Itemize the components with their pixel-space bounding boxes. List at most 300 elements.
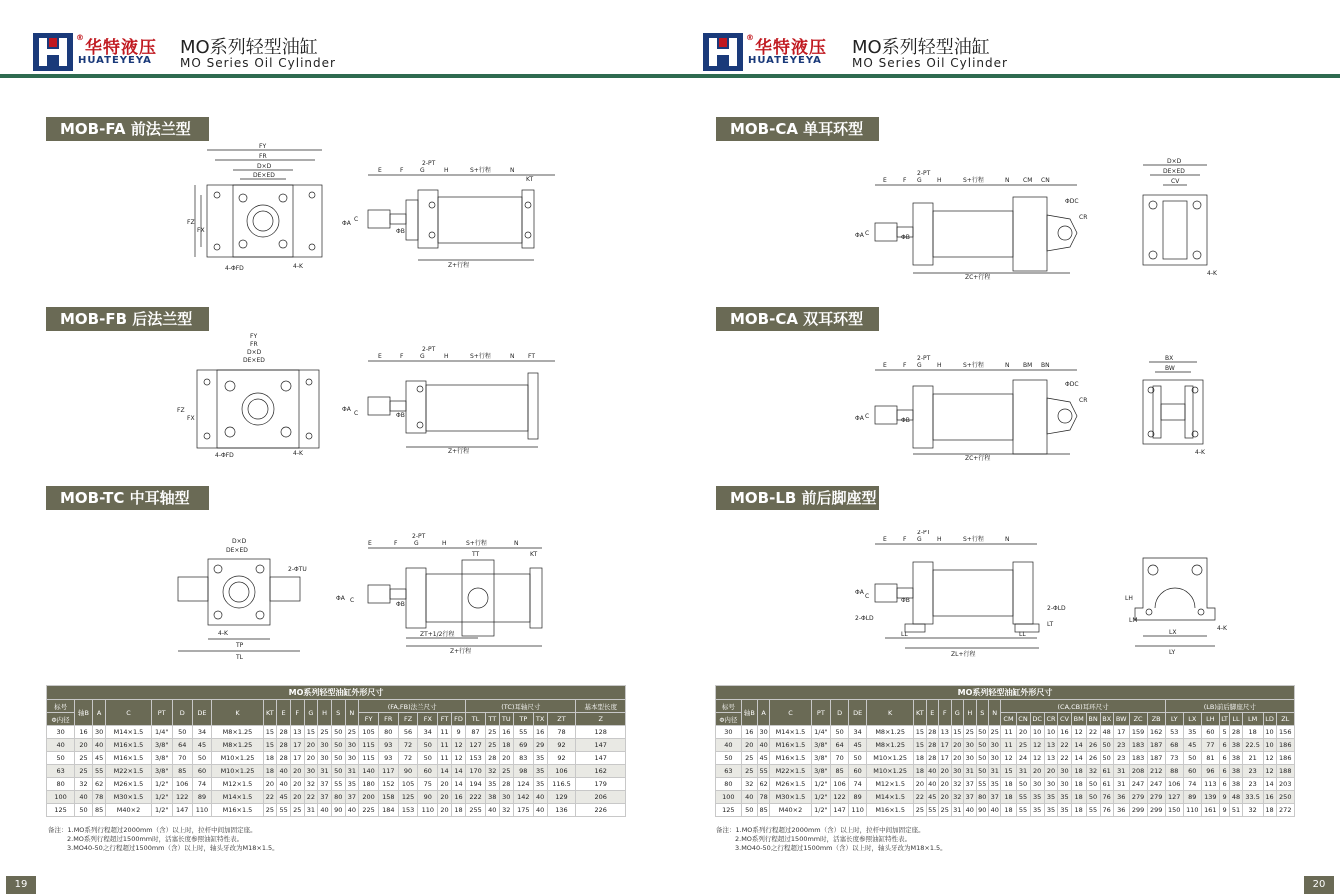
table-cell: 16 — [533, 726, 547, 739]
dim-lh: LH — [1125, 595, 1133, 602]
col-header: BW — [1113, 713, 1129, 726]
table-cell: 40 — [485, 804, 499, 817]
table-cell: 80 — [378, 726, 398, 739]
dim-fr: FR — [259, 153, 267, 160]
col-header: LX — [1183, 713, 1201, 726]
table-cell: 28 — [926, 752, 938, 765]
table-cell: 70 — [172, 752, 192, 765]
table-cell: 73 — [1165, 752, 1183, 765]
table-cell: 35 — [1030, 804, 1044, 817]
table-cell: 25 — [741, 752, 757, 765]
dim-bm: BM — [1023, 362, 1033, 369]
table-cell: M22×1.5 — [106, 765, 151, 778]
table-cell: 17 — [939, 739, 951, 752]
table-cell: 35 — [1058, 791, 1071, 804]
table-cell: 18 — [914, 752, 926, 765]
table-cell: 9 — [1219, 791, 1229, 804]
dim-phib: ΦB — [901, 417, 910, 424]
table-cell: 20 — [304, 752, 318, 765]
table-cell: 9 — [1219, 804, 1229, 817]
dim-k: 4-K — [218, 630, 228, 637]
table-cell: M40×2 — [770, 804, 811, 817]
huateyeya-logo-icon — [33, 33, 73, 71]
col-bore: Φ内径 — [47, 713, 75, 726]
table-cell: 40 — [926, 765, 938, 778]
dim-f: F — [400, 167, 404, 174]
table-cell: 76 — [1100, 804, 1113, 817]
table-cell: 16 — [741, 726, 757, 739]
table-cell: 20 — [290, 778, 304, 791]
table-cell: 23 — [1242, 778, 1263, 791]
table-cell: 50 — [331, 739, 345, 752]
table-cell: 25 — [499, 765, 513, 778]
table-cell: 20 — [951, 739, 963, 752]
table-cell: 122 — [172, 791, 192, 804]
table-cell: 110 — [418, 804, 438, 817]
col-header: FR — [378, 713, 398, 726]
dim-2pt: 2-PT — [917, 170, 931, 177]
dim-dc: ΦDC — [1065, 198, 1079, 205]
table-cell: M10×1.25 — [867, 752, 914, 765]
table-cell: 62 — [757, 778, 769, 791]
table-cell: 20 — [438, 778, 452, 791]
table-cell: 299 — [1129, 804, 1147, 817]
table-cell: 23 — [1113, 739, 1129, 752]
table-cell: 45 — [926, 791, 938, 804]
section-title-fb: MOB-FB 后法兰型 — [46, 307, 209, 331]
table-cell: 100 — [47, 791, 75, 804]
table-cell: 18 — [263, 752, 277, 765]
dim-zl: ZL+行程 — [951, 651, 976, 658]
dim-2pt: 2-PT — [422, 346, 436, 353]
dim-dxd: D×D — [247, 349, 262, 356]
ca-single-end-view-drawing — [1135, 155, 1230, 280]
dim-s: S+行程 — [470, 353, 491, 360]
dim-dc: ΦDC — [1065, 381, 1079, 388]
table-cell: 72 — [398, 739, 418, 752]
table-cell: 28 — [277, 752, 291, 765]
table-cell: 31 — [1016, 765, 1030, 778]
table-cell: 18 — [1071, 765, 1086, 778]
ca-double-end-view-drawing — [1135, 352, 1230, 462]
table-cell: 64 — [172, 739, 192, 752]
table-cell: 85 — [172, 765, 192, 778]
table-title-row — [47, 686, 626, 700]
table-cell: 100 — [716, 791, 742, 804]
dim-z: Z+行程 — [448, 262, 470, 269]
table-group-row — [47, 700, 626, 713]
table-cell: 30 — [345, 739, 359, 752]
table-cell: 90 — [331, 804, 345, 817]
col-header: ZL — [1276, 713, 1294, 726]
table-cell: M30×1.5 — [106, 791, 151, 804]
dim-2pt: 2-PT — [412, 533, 426, 540]
dim-k: 4-K — [293, 450, 303, 457]
table-cell: 14 — [451, 765, 465, 778]
table-row — [716, 778, 1295, 791]
table-cell: 30 — [964, 752, 976, 765]
dim-c: C — [865, 230, 870, 237]
table-row — [47, 778, 626, 791]
dim-e: E — [883, 536, 887, 543]
table-cell: M26×1.5 — [770, 778, 811, 791]
dim-h: H — [937, 536, 942, 543]
table-cell: M12×1.5 — [212, 778, 263, 791]
table-cell: 18 — [1263, 804, 1276, 817]
table-cell: 40 — [277, 778, 291, 791]
table-cell: 18 — [1071, 791, 1086, 804]
table-cell: M8×1.25 — [867, 739, 914, 752]
table-cell: 12 — [1030, 752, 1044, 765]
table-cell: 50 — [418, 752, 438, 765]
table-cell: 1/4" — [811, 726, 830, 739]
table-cell: 37 — [318, 778, 332, 791]
dim-dexed: DE×ED — [243, 357, 265, 364]
table-cell: 153 — [398, 804, 418, 817]
table-cell: 38 — [485, 791, 499, 804]
table-cell: 15 — [304, 726, 318, 739]
table-cell: 25 — [1016, 739, 1030, 752]
section-title-ca-double: MOB-CA 双耳环型 — [716, 307, 879, 331]
table-cell: 247 — [1129, 778, 1147, 791]
table-cell: 28 — [499, 778, 513, 791]
table-cell: M16×1.5 — [106, 739, 151, 752]
table-cell: 32 — [1242, 804, 1263, 817]
col-rod: 轴B — [75, 700, 93, 726]
page-title-en: MO Series Oil Cylinder — [852, 56, 1008, 70]
dim-tu: 2-ΦTU — [288, 566, 307, 573]
table-cell: 32 — [499, 804, 513, 817]
table-cell: 38 — [1230, 739, 1242, 752]
table-cell: 37 — [318, 791, 332, 804]
table-cell: 50 — [976, 726, 988, 739]
section-title-lb: MOB-LB 前后脚座型 — [716, 486, 879, 510]
table-cell: 212 — [1147, 765, 1165, 778]
table-cell: 93 — [378, 752, 398, 765]
dim-fy: FY — [250, 333, 258, 340]
table-cell: 29 — [533, 739, 547, 752]
table-cell: 63 — [716, 765, 742, 778]
table-cell: 50 — [976, 765, 988, 778]
table-cell: M14×1.5 — [867, 791, 914, 804]
table-cell: 12 — [451, 752, 465, 765]
dim-dexed: DE×ED — [1163, 168, 1185, 175]
note-line: 3.MO40-50之行程超过1500mm（含）以上时，轴头牙改为M18×1.5。 — [735, 844, 947, 852]
col-header: D — [172, 700, 192, 726]
dim-z: Z+行程 — [450, 648, 472, 655]
dim-dexed: DE×ED — [226, 547, 248, 554]
table-cell: 20 — [951, 752, 963, 765]
table-cell: 38 — [1230, 778, 1242, 791]
table-cell: 105 — [359, 726, 379, 739]
table-cell: 22.5 — [1242, 739, 1263, 752]
table-cell: 50 — [418, 739, 438, 752]
col-header: LM — [1242, 713, 1263, 726]
table-cell: M26×1.5 — [106, 778, 151, 791]
dim-s: S+行程 — [963, 362, 984, 369]
dim-f: F — [400, 353, 404, 360]
dim-cr: CR — [1079, 214, 1088, 221]
table-cell: 23 — [1113, 752, 1129, 765]
col-header: FY — [359, 713, 379, 726]
col-rod: 轴B — [741, 700, 757, 726]
table-cell: 50 — [1016, 778, 1030, 791]
table-cell: 14 — [1071, 739, 1086, 752]
table-cell: 37 — [989, 791, 1001, 804]
brand-name-en: HUATEYEYA — [748, 55, 822, 66]
table-cell: 96 — [1201, 765, 1219, 778]
col-header: LT — [1219, 713, 1229, 726]
dim-e: E — [378, 353, 382, 360]
table-cell: M16×1.5 — [770, 752, 811, 765]
table-cell: 20 — [939, 791, 951, 804]
table-cell: M12×1.5 — [867, 778, 914, 791]
table-cell: 1/2" — [811, 791, 830, 804]
table-cell: 13 — [1044, 752, 1058, 765]
col-header: H — [318, 700, 332, 726]
table-cell: 3/8" — [811, 752, 830, 765]
table-cell: 30 — [499, 791, 513, 804]
table-cell: 38 — [1230, 752, 1242, 765]
table-cell: 10 — [1263, 726, 1276, 739]
col-header: TL — [466, 713, 486, 726]
dim-cr: CR — [1079, 397, 1088, 404]
table-cell: 184 — [378, 804, 398, 817]
table-cell: 70 — [831, 752, 849, 765]
table-cell: 11 — [438, 739, 452, 752]
col-header: C — [106, 700, 151, 726]
table-cell: 1/4" — [151, 726, 172, 739]
table-cell: 22 — [304, 791, 318, 804]
table-cell: 85 — [757, 804, 769, 817]
table-cell: 40 — [533, 791, 547, 804]
table-cell: 200 — [359, 791, 379, 804]
col-header: ZT — [547, 713, 576, 726]
table-cell: 14 — [451, 778, 465, 791]
table-cell: 26 — [1086, 739, 1100, 752]
table-cell: 30 — [989, 752, 1001, 765]
dim-n: N — [510, 353, 515, 360]
table-cell: 25 — [485, 739, 499, 752]
table-cell: 11 — [1001, 739, 1016, 752]
table-cell: M22×1.5 — [770, 765, 811, 778]
table-title: MO系列轻型油缸外形尺寸 — [47, 686, 626, 700]
dim-n: N — [514, 540, 519, 547]
table-cell: 24 — [1016, 752, 1030, 765]
dim-dxd: D×D — [1167, 158, 1182, 165]
table-cell: 18 — [1242, 726, 1263, 739]
table-cell: 110 — [192, 804, 212, 817]
table-cell: 34 — [418, 726, 438, 739]
table-cell: 92 — [547, 752, 576, 765]
table-cell: 124 — [513, 778, 533, 791]
dim-2pt: 2-PT — [917, 530, 931, 536]
table-cell: 6 — [1219, 752, 1229, 765]
table-cell: 22 — [1058, 752, 1071, 765]
table-cell: 50 — [331, 765, 345, 778]
table-cell: 18 — [499, 739, 513, 752]
table-cell: 25 — [345, 726, 359, 739]
table-cell: 30 — [951, 765, 963, 778]
col-header: TT — [485, 713, 499, 726]
table-cell: 106 — [547, 765, 576, 778]
table-cell: 45 — [757, 752, 769, 765]
huateyeya-logo-icon — [703, 33, 743, 71]
table-cell: 147 — [172, 804, 192, 817]
col-header: KT — [263, 700, 277, 726]
table-cell: 35 — [1030, 791, 1044, 804]
dim-ft: FT — [528, 353, 536, 360]
table-cell: 117 — [378, 765, 398, 778]
table-cell: 18 — [1001, 804, 1016, 817]
table-cell: 37 — [345, 791, 359, 804]
table-cell: 25 — [75, 752, 93, 765]
table-row — [716, 804, 1295, 817]
col-biaohao: 标号 — [47, 700, 75, 713]
dim-c: C — [865, 593, 870, 600]
table-cell: 127 — [466, 739, 486, 752]
table-cell: 11 — [1001, 726, 1016, 739]
dim-phib: ΦB — [901, 597, 910, 604]
table-row — [716, 726, 1295, 739]
group-fa-fb: (FA,FB)法兰尺寸 — [359, 700, 466, 713]
table-cell: 272 — [1276, 804, 1294, 817]
table-cell: 63 — [47, 765, 75, 778]
table-cell: M16×1.5 — [770, 739, 811, 752]
table-cell: 18 — [914, 765, 926, 778]
page-number-right: 20 — [1304, 876, 1334, 894]
table-cell: 40 — [964, 804, 976, 817]
table-cell: 18 — [1071, 804, 1086, 817]
table-cell: 15 — [263, 739, 277, 752]
table-cell: 113 — [1201, 778, 1219, 791]
table-cell: 255 — [466, 804, 486, 817]
table-cell: 89 — [849, 791, 867, 804]
table-cell: 6 — [1219, 778, 1229, 791]
dim-dexed: DE×ED — [253, 172, 275, 179]
col-header: K — [212, 700, 263, 726]
table-cell: 50 — [75, 804, 93, 817]
table-cell: 61 — [1100, 765, 1113, 778]
table-cell: 20 — [1016, 726, 1030, 739]
col-header: E — [277, 700, 291, 726]
table-cell: 48 — [1100, 726, 1113, 739]
table-cell: 299 — [1147, 804, 1165, 817]
table-cell: 50 — [1100, 739, 1113, 752]
table-cell: 17 — [290, 739, 304, 752]
table-cell: 128 — [576, 726, 626, 739]
dim-cn: CN — [1041, 177, 1050, 184]
table-cell: 18 — [1071, 778, 1086, 791]
table-cell: 150 — [1165, 804, 1183, 817]
table-cell: 32 — [485, 765, 499, 778]
section-title-tc: MOB-TC 中耳轴型 — [46, 486, 209, 510]
table-cell: 60 — [418, 765, 438, 778]
note-line: 3.MO40-50之行程超过1500mm（含）以上时，轴头牙改为M18×1.5。 — [67, 844, 279, 852]
table-cell: M14×1.5 — [212, 791, 263, 804]
header-rule — [0, 74, 670, 78]
table-cell: 10 — [1030, 726, 1044, 739]
table-cell: 75 — [418, 778, 438, 791]
table-cell: 80 — [716, 778, 742, 791]
table-cell: 50 — [741, 804, 757, 817]
table-cell: 156 — [1276, 726, 1294, 739]
col-header: ZC — [1129, 713, 1147, 726]
table-cell: 136 — [547, 804, 576, 817]
table-cell: 203 — [1276, 778, 1294, 791]
table-row — [47, 726, 626, 739]
table-cell: 3/8" — [151, 765, 172, 778]
dim-tt: TT — [472, 551, 480, 558]
dim-bw: BW — [1165, 365, 1175, 372]
table-cell: 12 — [1263, 752, 1276, 765]
table-cell: 6 — [1219, 739, 1229, 752]
table-cell: M10×1.25 — [212, 765, 263, 778]
dim-n: N — [510, 167, 515, 174]
col-header: TX — [533, 713, 547, 726]
dim-g: G — [414, 540, 419, 547]
table-cell: 28 — [926, 739, 938, 752]
table-cell: 139 — [1201, 791, 1219, 804]
table-cell: 45 — [192, 739, 212, 752]
table-cell: 55 — [1016, 791, 1030, 804]
dim-n: N — [1005, 177, 1010, 184]
table-cell: 64 — [831, 739, 849, 752]
dim-bx: BX — [1165, 355, 1174, 362]
table-cell: 93 — [378, 739, 398, 752]
col-header: DC — [1030, 713, 1044, 726]
table-group-row — [716, 700, 1295, 713]
table-cell: 81 — [1201, 752, 1219, 765]
table-cell: 194 — [466, 778, 486, 791]
table-cell: 50 — [831, 726, 849, 739]
table-cell: 222 — [466, 791, 486, 804]
table-cell: 25 — [290, 804, 304, 817]
note-line: 备注：1.MO系列行程超过2000mm（含）以上时，拉杆中间加固定座。 — [716, 826, 925, 834]
dim-fd: 4-ΦFD — [225, 265, 244, 272]
col-header: BM — [1071, 713, 1086, 726]
table-cell: 40 — [926, 778, 938, 791]
table-cell: 32 — [951, 778, 963, 791]
table-cell: 50 — [1086, 778, 1100, 791]
table-cell: 90 — [398, 765, 418, 778]
table-cell: 80 — [976, 791, 988, 804]
table-cell: 69 — [513, 739, 533, 752]
table-cell: 62 — [92, 778, 106, 791]
table-cell: M8×1.25 — [867, 726, 914, 739]
dim-fd: 4-ΦFD — [215, 452, 234, 459]
table-cell: 48 — [1230, 791, 1242, 804]
table-cell: M8×1.25 — [212, 739, 263, 752]
table-cell: 50 — [976, 752, 988, 765]
dim-cm: CM — [1023, 177, 1033, 184]
table-cell: 60 — [192, 765, 212, 778]
table-cell: 50 — [331, 752, 345, 765]
table-cell: 13 — [939, 726, 951, 739]
table-cell: 17 — [290, 752, 304, 765]
col-header: BN — [1086, 713, 1100, 726]
table-cell: 31 — [1113, 765, 1129, 778]
dim-k: 4-K — [1207, 270, 1217, 277]
dim-2pt: 2-PT — [917, 355, 931, 362]
table-cell: 55 — [331, 778, 345, 791]
col-header: LY — [1165, 713, 1183, 726]
dim-c: C — [865, 413, 870, 420]
table-cell: 3/8" — [811, 739, 830, 752]
page-title-cn: MO系列轻型油缸 — [852, 37, 990, 58]
table-cell: 55 — [926, 804, 938, 817]
table-cell: 162 — [576, 765, 626, 778]
